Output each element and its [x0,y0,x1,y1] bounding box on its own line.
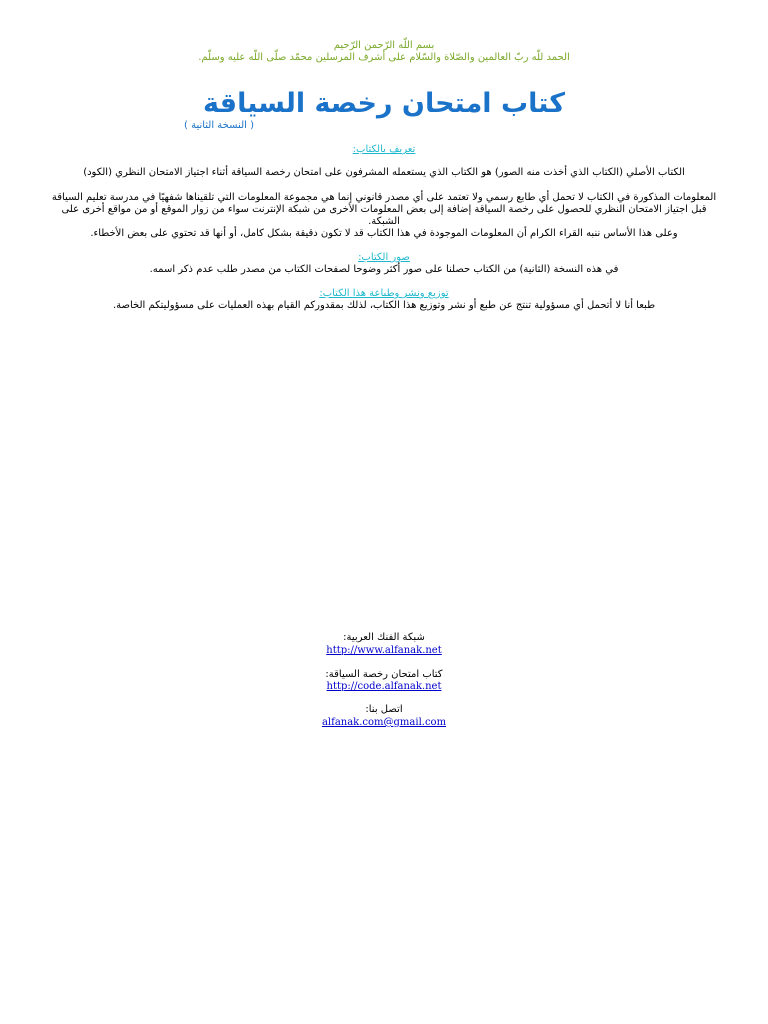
images-paragraph: في هذه النسخة (الثانية) من الكتاب حصلنا على صور أكثر وضوحا لصفحات الكتاب من مصدر طلب عدم ذكر اسمه. [149,264,619,275]
book-label: كتاب امتحان رخصة السياقة: [325,669,443,680]
contact-link-row [20,717,748,729]
contact-email-link[interactable]: alfanak.com@gmail.com [321,717,447,728]
basmala-line: بسم اللّه الرّحمن الرّحيم [333,40,435,51]
about-heading [20,144,748,156]
about-paragraph-2-line-2: قبل اجتياز الامتحان النظري للحصول على رخصة السياقة إضافة إلى بعض المعلومات الأخرى من شبكة الإنترنت سواء من زوار الموقع أو من مواقع أخرى على [61,204,707,215]
network-link[interactable]: http://www.alfanak.net [326,645,442,656]
about-paragraph-3: وعلى هذا الأساس ننبه القراء الكرام أن المعلومات الموجودة في هذا الكتاب قد لا تكون دقيقة بشكل كامل، أو أنها قد تحتوي على بعض الأخطاء. [90,228,678,239]
distribution-paragraph: طبعا أنا لا أتحمل أي مسؤولية تنتج عن طبع أو نشر وتوزيع هذا الكتاب، لذلك بمقدوركم القيام بهذه العمليات على مسؤوليتكم الخاصة. [112,300,656,311]
contact-label: اتصل بنا: [365,704,403,715]
images-heading [20,252,748,264]
about-paragraph-1: الكتاب الأصلي (الكتاب الذي أخذت منه الصور) هو الكتاب الذي يستعمله المشرفون على امتحان رخصة السياقة أثناء اجتياز الامتحان النظري (الكود) [83,167,685,178]
about-paragraph-2-line-1: المعلومات المذكورة في الكتاب لا تحمل أي طابع رسمي ولا تعتمد على أي مصدر قانوني إنما هي مجموعة المعلومات التي تلقيناها شفهيًا في مدرسة تعليم السياقة [51,192,717,203]
book-link[interactable]: http://code.alfanak.net [326,681,442,692]
network-link-row [20,645,748,657]
document-title: كتاب امتحان رخصة السياقة [203,88,565,119]
about-heading-text: تعريف بالكتاب: [352,144,416,155]
network-label: شبكة الفنك العربية: [343,632,425,643]
edition-label: ( النسخة الثانية ) [184,120,254,131]
book-link-row [20,681,748,693]
distribution-heading [20,288,748,300]
distribution-heading-text: توزيع ونشر وطباعة هذا الكتاب: [319,288,449,299]
images-heading-text: صور الكتاب: [358,252,410,263]
about-paragraph-2-line-3: الشبكة. [368,216,400,227]
praise-line: الحمد للّه ربّ العالمين والصّلاة والسّلام على أشرف المرسلين محمّد صلّى اللّه عليه وسلّم. [198,52,570,63]
